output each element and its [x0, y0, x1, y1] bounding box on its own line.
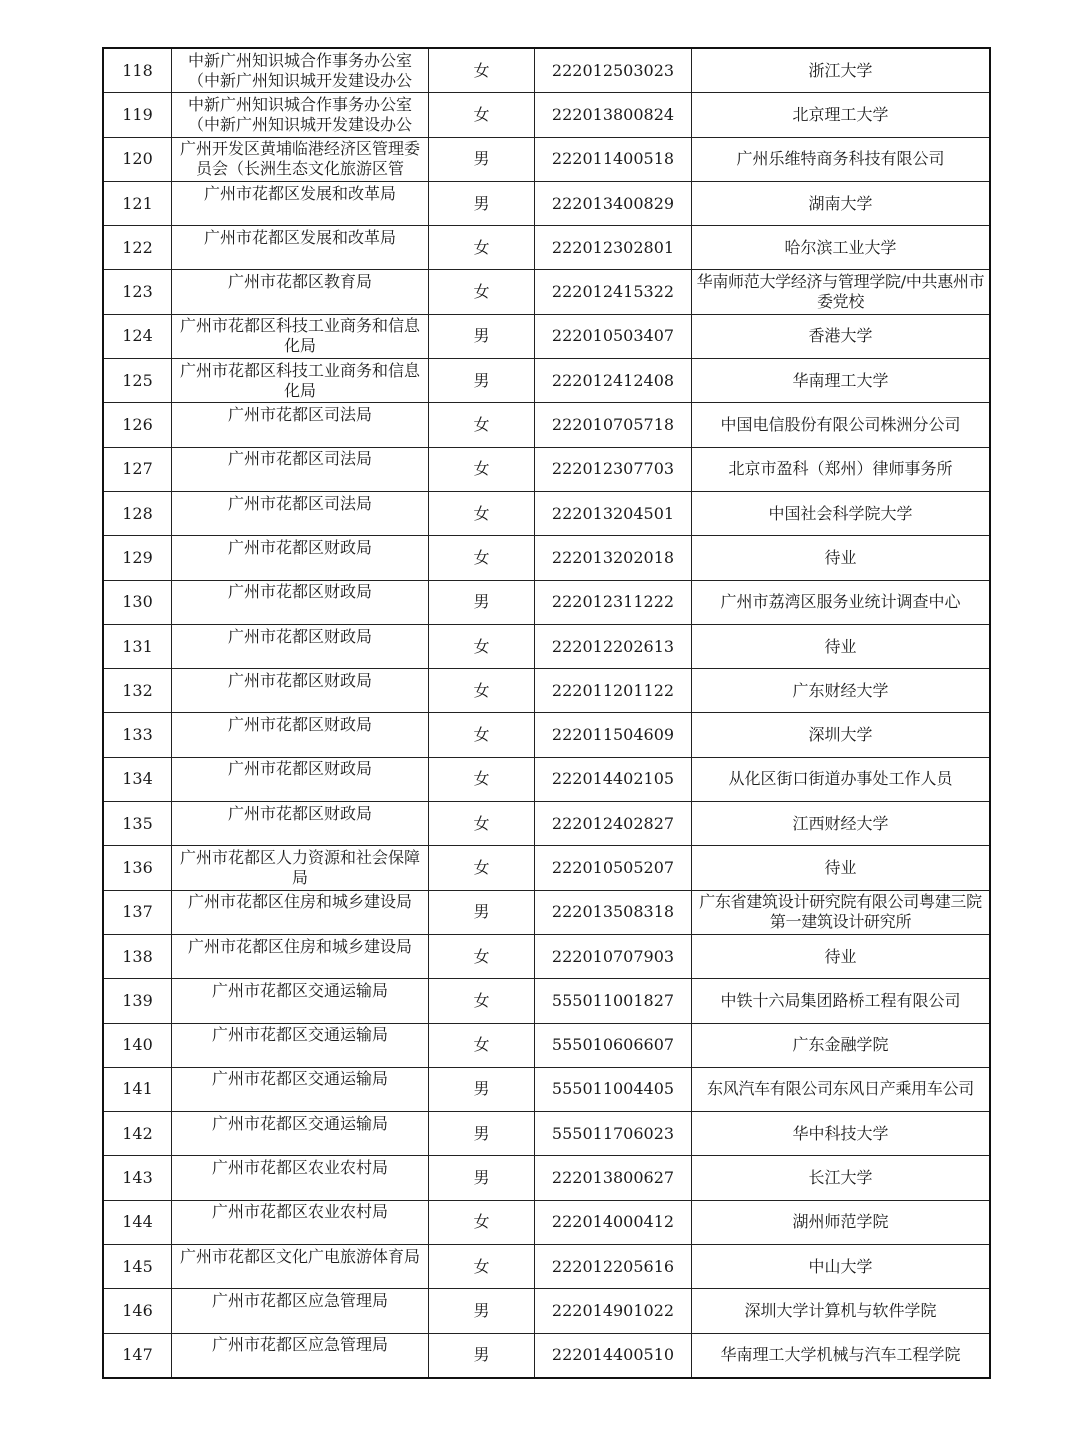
row-number-cell: 126 [103, 403, 172, 447]
exam-id-cell: 222013800627 [535, 1156, 692, 1200]
gender-cell: 男 [429, 359, 535, 403]
exam-id-cell: 222014402105 [535, 757, 692, 801]
employer-unit-cell [172, 890, 429, 934]
table-row [103, 979, 990, 1023]
current-organization-cell: 中国电信股份有限公司株洲分公司 [692, 403, 991, 447]
exam-id-cell: 222014400510 [535, 1333, 692, 1378]
row-number-cell: 118 [103, 48, 172, 93]
employer-unit-cell [172, 1112, 429, 1156]
table-row [103, 1067, 990, 1111]
row-number-cell: 129 [103, 536, 172, 580]
employer-unit-text: 广州开发区黄埔临港经济区管理委员会（长洲生态文化旅游区管 [179, 139, 420, 179]
table-row [103, 181, 990, 225]
employer-unit-text: 广州市花都区农业农村局 [211, 1202, 388, 1222]
row-number-cell: 123 [103, 270, 172, 314]
employer-unit-text: 广州市花都区司法局 [227, 449, 372, 469]
current-organization-cell: 哈尔滨工业大学 [692, 226, 991, 270]
table-row [103, 1023, 990, 1067]
gender-cell: 女 [429, 934, 535, 978]
gender-cell: 女 [429, 669, 535, 713]
employer-unit-cell [172, 359, 429, 403]
table-row [103, 934, 990, 978]
current-organization-cell: 湖州师范学院 [692, 1200, 991, 1244]
exam-id-cell: 222014901022 [535, 1289, 692, 1333]
current-organization-cell: 香港大学 [692, 314, 991, 358]
current-organization-cell: 华南师范大学经济与管理学院/中共惠州市委党校 [692, 270, 991, 314]
row-number-cell: 120 [103, 137, 172, 181]
exam-id-cell: 222012311222 [535, 580, 692, 624]
table-row [103, 93, 990, 137]
exam-id-cell: 222011201122 [535, 669, 692, 713]
table-row [103, 270, 990, 314]
employer-unit-cell [172, 1200, 429, 1244]
exam-id-cell: 222010707903 [535, 934, 692, 978]
row-number-cell: 125 [103, 359, 172, 403]
current-organization-cell: 待业 [692, 934, 991, 978]
current-organization-cell: 从化区街口街道办事处工作人员 [692, 757, 991, 801]
gender-cell: 女 [429, 1023, 535, 1067]
row-number-cell: 143 [103, 1156, 172, 1200]
row-number-cell: 135 [103, 802, 172, 846]
current-organization-cell: 广州市荔湾区服务业统计调查中心 [692, 580, 991, 624]
employer-unit-cell [172, 226, 429, 270]
exam-id-cell: 222010705718 [535, 403, 692, 447]
exam-id-cell: 222010503407 [535, 314, 692, 358]
current-organization-cell: 深圳大学 [692, 713, 991, 757]
employer-unit-text: 广州市花都区司法局 [227, 405, 372, 425]
exam-id-cell: 222011400518 [535, 137, 692, 181]
table-row [103, 1156, 990, 1200]
table-row [103, 447, 990, 491]
exam-id-cell: 222013800824 [535, 93, 692, 137]
employer-unit-text: 广州市花都区住房和城乡建设局 [187, 892, 412, 912]
gender-cell: 女 [429, 624, 535, 668]
employer-unit-text: 广州市花都区财政局 [227, 582, 372, 602]
current-organization-cell: 湖南大学 [692, 181, 991, 225]
employer-unit-text: 广州市花都区发展和改革局 [203, 227, 396, 247]
employer-unit-text: 广州市花都区财政局 [227, 626, 372, 646]
employer-unit-cell [172, 1067, 429, 1111]
employer-unit-text: 广州市花都区文化广电旅游体育局 [179, 1246, 420, 1266]
table-row [103, 580, 990, 624]
current-organization-cell: 待业 [692, 846, 991, 890]
row-number-cell: 133 [103, 713, 172, 757]
gender-cell: 男 [429, 1112, 535, 1156]
employer-unit-text: 广州市花都区应急管理局 [211, 1335, 388, 1355]
employer-unit-cell [172, 93, 429, 137]
employer-unit-text: 广州市花都区财政局 [227, 670, 372, 690]
current-organization-cell: 深圳大学计算机与软件学院 [692, 1289, 991, 1333]
employer-unit-cell [172, 491, 429, 535]
current-organization-cell: 华中科技大学 [692, 1112, 991, 1156]
employer-unit-cell [172, 1333, 429, 1378]
employer-unit-cell [172, 536, 429, 580]
row-number-cell: 134 [103, 757, 172, 801]
gender-cell: 女 [429, 403, 535, 447]
gender-cell: 女 [429, 491, 535, 535]
employer-unit-cell [172, 403, 429, 447]
employer-unit-text: 广州市花都区财政局 [227, 803, 372, 823]
exam-id-cell: 222012402827 [535, 802, 692, 846]
gender-cell: 女 [429, 270, 535, 314]
exam-id-cell: 555011001827 [535, 979, 692, 1023]
row-number-cell: 137 [103, 890, 172, 934]
gender-cell: 男 [429, 314, 535, 358]
employer-unit-text: 中新广州知识城合作事务办公室（中新广州知识城开发建设办公 [187, 94, 412, 134]
table-row [103, 314, 990, 358]
exam-id-cell: 222012202613 [535, 624, 692, 668]
gender-cell: 男 [429, 1289, 535, 1333]
employer-unit-text: 广州市花都区交通运输局 [211, 1113, 388, 1133]
employer-unit-cell [172, 713, 429, 757]
personnel-table [102, 47, 991, 1379]
table-row [103, 846, 990, 890]
employer-unit-text: 广州市花都区交通运输局 [211, 1025, 388, 1045]
employer-unit-text: 广州市花都区应急管理局 [211, 1290, 388, 1310]
gender-cell: 男 [429, 1156, 535, 1200]
employer-unit-text: 广州市花都区农业农村局 [211, 1158, 388, 1178]
exam-id-cell: 222010505207 [535, 846, 692, 890]
row-number-cell: 128 [103, 491, 172, 535]
row-number-cell: 147 [103, 1333, 172, 1378]
table-row [103, 669, 990, 713]
table-row [103, 890, 990, 934]
exam-id-cell: 222011504609 [535, 713, 692, 757]
table-row [103, 713, 990, 757]
table-row [103, 757, 990, 801]
current-organization-cell: 待业 [692, 624, 991, 668]
current-organization-cell: 华南理工大学 [692, 359, 991, 403]
row-number-cell: 138 [103, 934, 172, 978]
employer-unit-cell [172, 757, 429, 801]
table-row [103, 137, 990, 181]
exam-id-cell: 222013400829 [535, 181, 692, 225]
current-organization-cell: 待业 [692, 536, 991, 580]
gender-cell: 男 [429, 580, 535, 624]
gender-cell: 女 [429, 1200, 535, 1244]
current-organization-cell: 华南理工大学机械与汽车工程学院 [692, 1333, 991, 1378]
employer-unit-text: 广州市花都区科技工业商务和信息化局 [179, 360, 420, 400]
row-number-cell: 145 [103, 1245, 172, 1289]
current-organization-cell: 长江大学 [692, 1156, 991, 1200]
exam-id-cell: 222012412408 [535, 359, 692, 403]
exam-id-cell: 222012205616 [535, 1245, 692, 1289]
gender-cell: 女 [429, 757, 535, 801]
row-number-cell: 119 [103, 93, 172, 137]
gender-cell: 女 [429, 48, 535, 93]
current-organization-cell: 中铁十六局集团路桥工程有限公司 [692, 979, 991, 1023]
table-row [103, 1333, 990, 1378]
gender-cell: 女 [429, 713, 535, 757]
employer-unit-text: 广州市花都区发展和改革局 [203, 183, 396, 203]
gender-cell: 男 [429, 1067, 535, 1111]
gender-cell: 男 [429, 137, 535, 181]
employer-unit-cell [172, 669, 429, 713]
current-organization-cell: 广州乐维特商务科技有限公司 [692, 137, 991, 181]
table-row [103, 624, 990, 668]
row-number-cell: 130 [103, 580, 172, 624]
table-row [103, 802, 990, 846]
employer-unit-text: 广州市花都区司法局 [227, 493, 372, 513]
table-row [103, 1200, 990, 1244]
current-organization-cell: 广东金融学院 [692, 1023, 991, 1067]
exam-id-cell: 222013508318 [535, 890, 692, 934]
gender-cell: 男 [429, 890, 535, 934]
employer-unit-text: 广州市花都区交通运输局 [211, 980, 388, 1000]
exam-id-cell: 555011706023 [535, 1112, 692, 1156]
current-organization-cell: 北京理工大学 [692, 93, 991, 137]
employer-unit-cell [172, 846, 429, 890]
row-number-cell: 122 [103, 226, 172, 270]
exam-id-cell: 222014000412 [535, 1200, 692, 1244]
document-page [102, 47, 985, 1379]
exam-id-cell: 222012415322 [535, 270, 692, 314]
employer-unit-cell [172, 314, 429, 358]
employer-unit-text: 广州市花都区财政局 [227, 715, 372, 735]
table-row [103, 403, 990, 447]
employer-unit-cell [172, 934, 429, 978]
row-number-cell: 136 [103, 846, 172, 890]
employer-unit-cell [172, 802, 429, 846]
table-row [103, 536, 990, 580]
employer-unit-text: 广州市花都区交通运输局 [211, 1069, 388, 1089]
gender-cell: 女 [429, 536, 535, 580]
employer-unit-cell [172, 979, 429, 1023]
row-number-cell: 121 [103, 181, 172, 225]
row-number-cell: 132 [103, 669, 172, 713]
employer-unit-cell [172, 580, 429, 624]
table-row [103, 226, 990, 270]
current-organization-cell: 广东省建筑设计研究院有限公司粤建三院第一建筑设计研究所 [692, 890, 991, 934]
personnel-table-body [103, 48, 990, 1378]
gender-cell: 女 [429, 447, 535, 491]
row-number-cell: 142 [103, 1112, 172, 1156]
gender-cell: 女 [429, 846, 535, 890]
row-number-cell: 139 [103, 979, 172, 1023]
current-organization-cell: 中国社会科学院大学 [692, 491, 991, 535]
employer-unit-text: 广州市花都区财政局 [227, 759, 372, 779]
row-number-cell: 146 [103, 1289, 172, 1333]
employer-unit-cell [172, 1245, 429, 1289]
current-organization-cell: 浙江大学 [692, 48, 991, 93]
employer-unit-text: 广州市花都区住房和城乡建设局 [187, 936, 412, 956]
table-row [103, 1245, 990, 1289]
current-organization-cell: 广东财经大学 [692, 669, 991, 713]
gender-cell: 男 [429, 181, 535, 225]
employer-unit-cell [172, 181, 429, 225]
employer-unit-cell [172, 447, 429, 491]
exam-id-cell: 222012307703 [535, 447, 692, 491]
employer-unit-cell [172, 137, 429, 181]
exam-id-cell: 222012503023 [535, 48, 692, 93]
row-number-cell: 140 [103, 1023, 172, 1067]
table-row [103, 491, 990, 535]
row-number-cell: 131 [103, 624, 172, 668]
table-row [103, 1112, 990, 1156]
employer-unit-cell [172, 1289, 429, 1333]
current-organization-cell: 东风汽车有限公司东风日产乘用车公司 [692, 1067, 991, 1111]
gender-cell: 女 [429, 1245, 535, 1289]
exam-id-cell: 555010606607 [535, 1023, 692, 1067]
exam-id-cell: 222013204501 [535, 491, 692, 535]
employer-unit-cell [172, 624, 429, 668]
employer-unit-text: 中新广州知识城合作事务办公室（中新广州知识城开发建设办公 [187, 50, 412, 90]
table-row [103, 359, 990, 403]
table-row [103, 48, 990, 93]
gender-cell: 男 [429, 1333, 535, 1378]
row-number-cell: 127 [103, 447, 172, 491]
exam-id-cell: 222013202018 [535, 536, 692, 580]
table-row [103, 1289, 990, 1333]
gender-cell: 女 [429, 226, 535, 270]
employer-unit-cell [172, 270, 429, 314]
current-organization-cell: 中山大学 [692, 1245, 991, 1289]
employer-unit-text: 广州市花都区财政局 [227, 537, 372, 557]
exam-id-cell: 222012302801 [535, 226, 692, 270]
gender-cell: 女 [429, 802, 535, 846]
employer-unit-cell [172, 1156, 429, 1200]
employer-unit-cell [172, 1023, 429, 1067]
exam-id-cell: 555011004405 [535, 1067, 692, 1111]
employer-unit-cell [172, 48, 429, 93]
current-organization-cell: 江西财经大学 [692, 802, 991, 846]
row-number-cell: 144 [103, 1200, 172, 1244]
row-number-cell: 141 [103, 1067, 172, 1111]
employer-unit-text: 广州市花都区人力资源和社会保障局 [179, 847, 420, 887]
current-organization-cell: 北京市盈科（郑州）律师事务所 [692, 447, 991, 491]
gender-cell: 女 [429, 93, 535, 137]
row-number-cell: 124 [103, 314, 172, 358]
employer-unit-text: 广州市花都区科技工业商务和信息化局 [179, 316, 420, 356]
gender-cell: 女 [429, 979, 535, 1023]
employer-unit-text: 广州市花都区教育局 [227, 272, 372, 292]
